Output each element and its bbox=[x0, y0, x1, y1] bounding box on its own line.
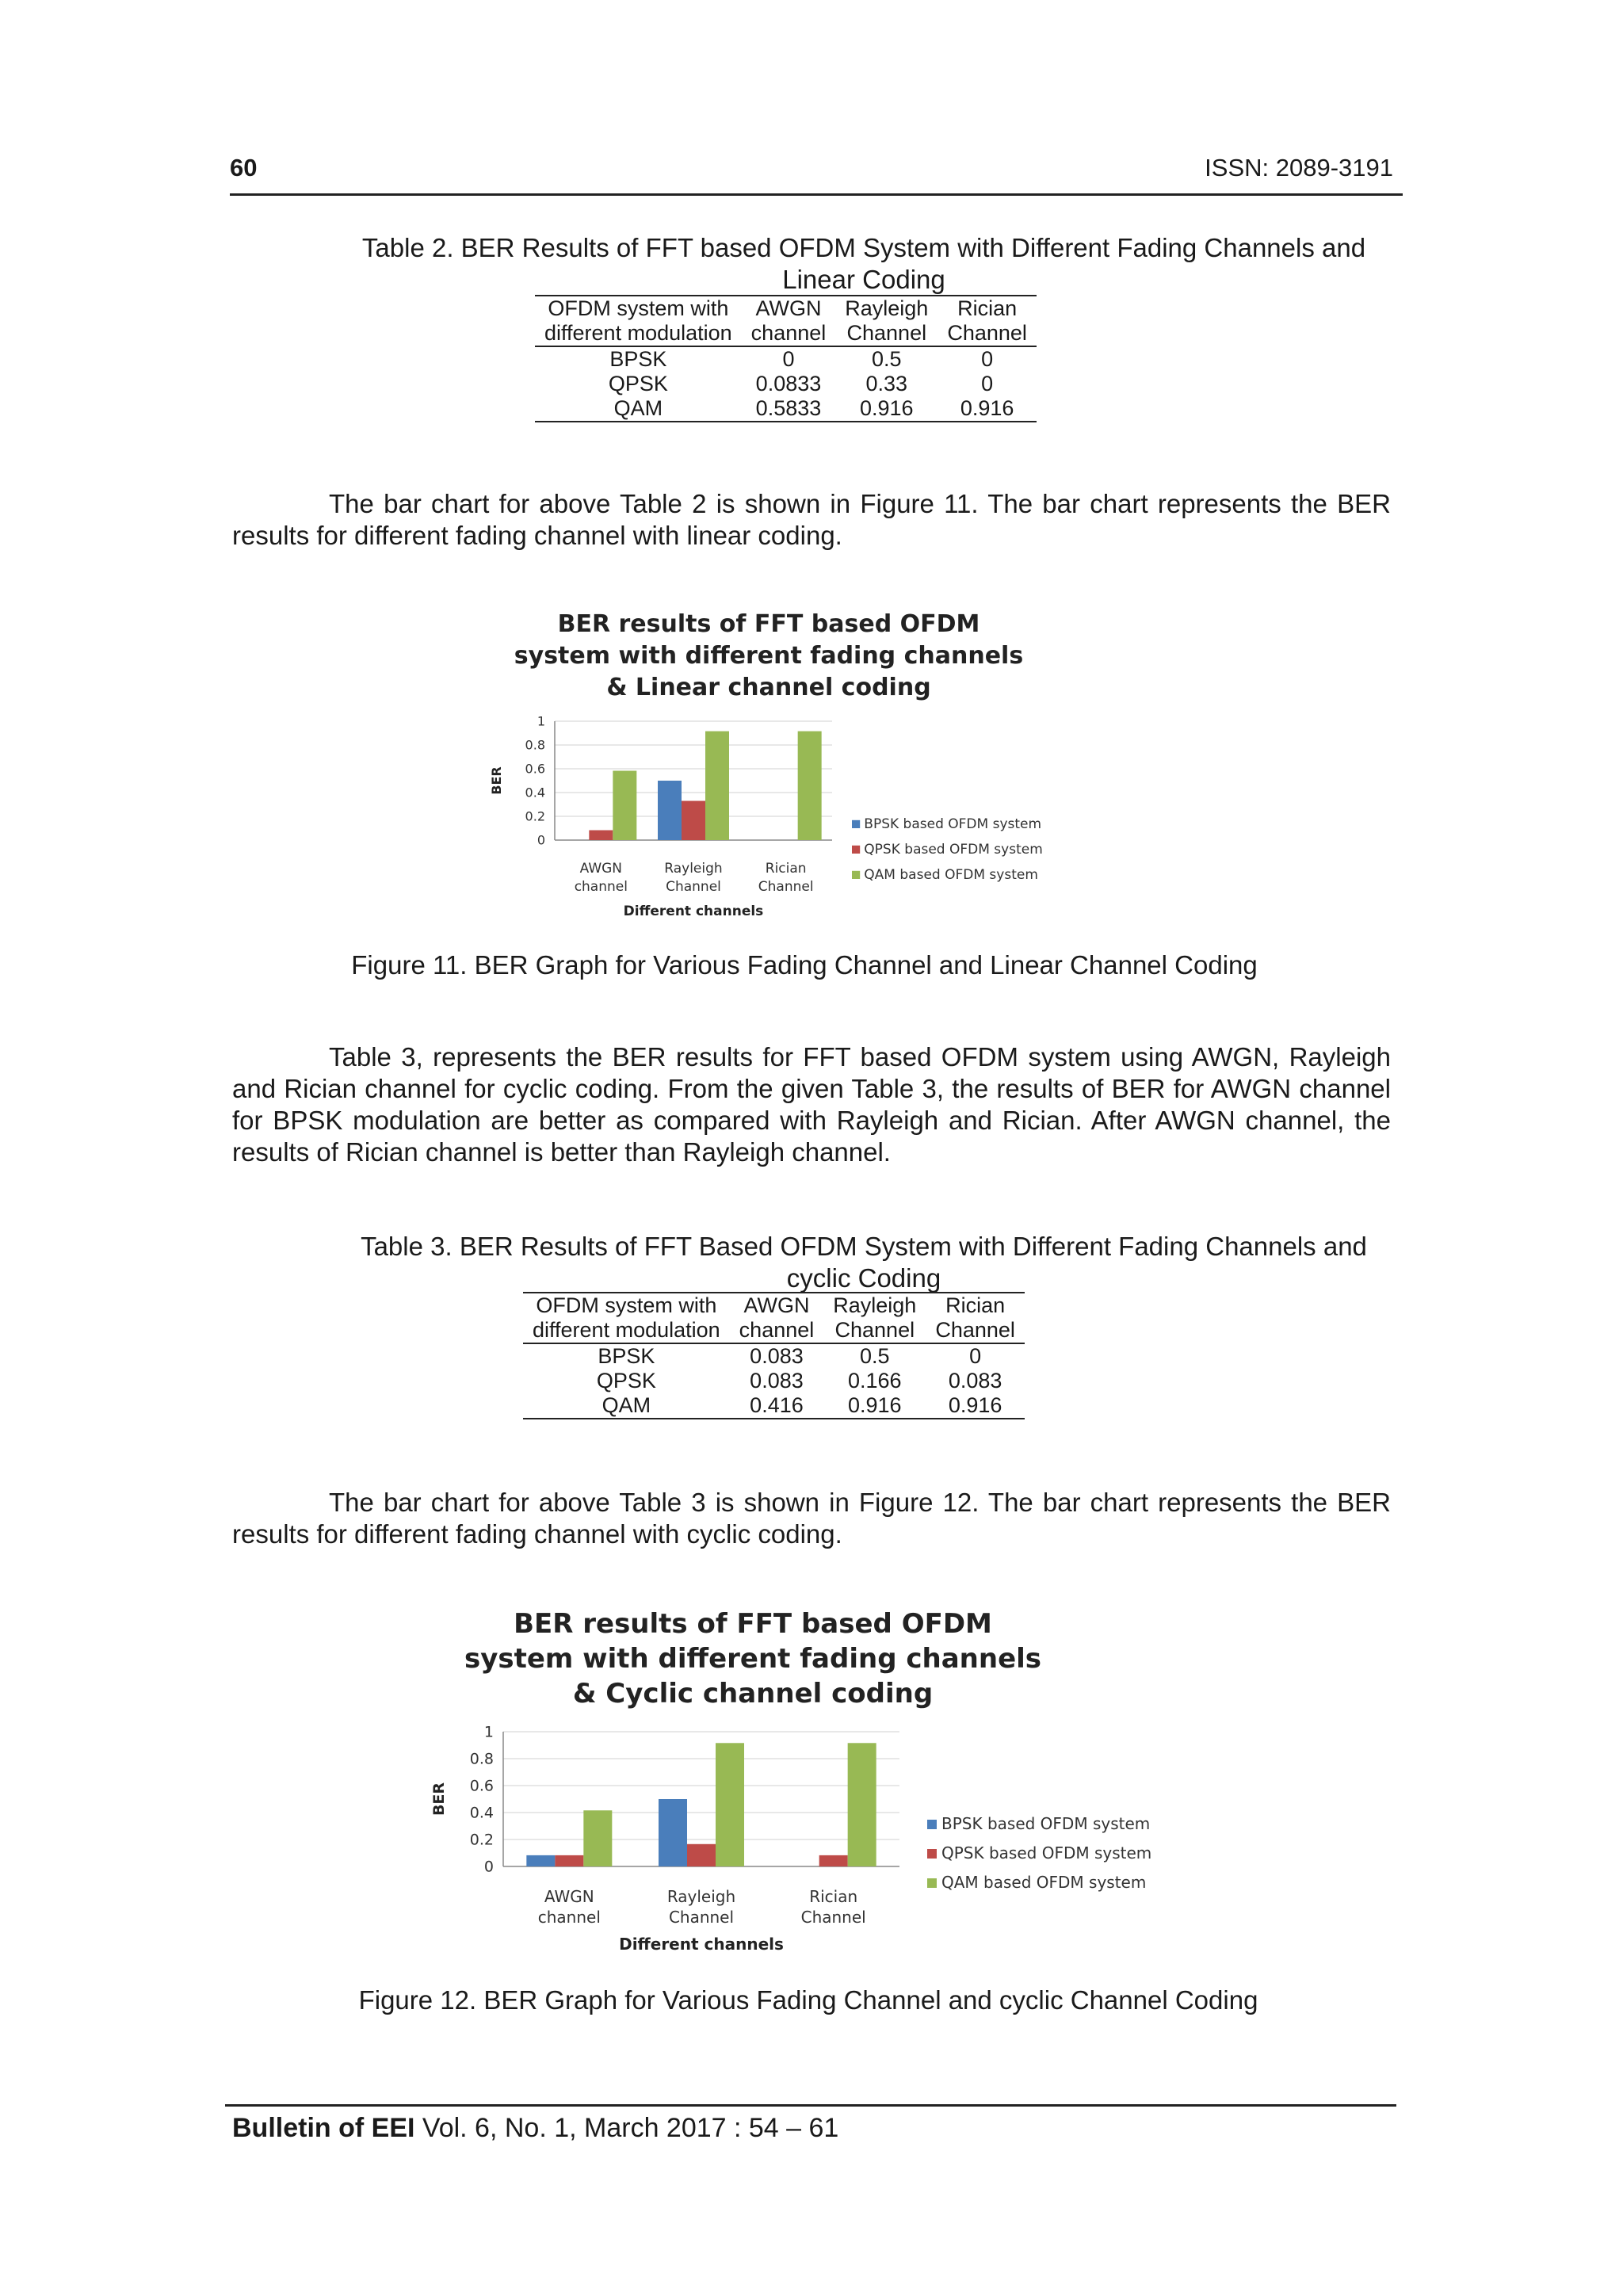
issn: ISSN: 2089-3191 bbox=[1205, 154, 1393, 181]
table-cell: 0.916 bbox=[926, 1393, 1025, 1419]
y-tick-label: 0 bbox=[483, 1858, 494, 1876]
bar bbox=[555, 1855, 583, 1866]
bar bbox=[687, 1844, 716, 1866]
table2-header: OFDM system with bbox=[535, 296, 742, 321]
table3-header: different modulation bbox=[523, 1318, 730, 1343]
table-cell: 0.416 bbox=[730, 1393, 824, 1419]
paragraph-text: The bar chart for above Table 2 is shown in Figure 11. The bar chart represents the BER results for different fading channel with linear coding. bbox=[232, 489, 1391, 550]
table-row bbox=[535, 372, 1037, 396]
y-axis-label: BER bbox=[489, 766, 504, 795]
table2-header: Rayleigh bbox=[835, 296, 938, 321]
bar bbox=[659, 1799, 687, 1866]
table-cell: 0.916 bbox=[938, 396, 1037, 422]
chart-title: BER results of FFT based OFDM bbox=[514, 1608, 992, 1640]
bar bbox=[583, 1810, 612, 1866]
y-tick-label: 0.2 bbox=[525, 808, 545, 824]
paragraph bbox=[232, 1041, 1391, 1168]
chart-title: & Cyclic channel coding bbox=[572, 1678, 934, 1710]
table-cell: 0.5 bbox=[872, 347, 902, 371]
table-cell: QAM bbox=[535, 396, 742, 422]
figure11-chart bbox=[475, 598, 1141, 923]
legend-swatch bbox=[852, 846, 860, 854]
table-cell: QAM bbox=[523, 1393, 730, 1419]
table-cell: BPSK bbox=[598, 1344, 655, 1368]
paragraph bbox=[232, 1487, 1391, 1550]
figure11-caption: Figure 11. BER Graph for Various Fading Channel and Linear Channel Coding bbox=[351, 950, 1258, 980]
paragraph-text: Table 3, represents the BER results for FFT based OFDM system using AWGN, Rayleigh and Rician channel for cyclic coding. From the given Table 3, the results of BER for AWGN channel for BPSK modulation are better as compared with Rayleigh and Rician. After AWGN channel, the results of Rician channel is better than Rayleigh channel. bbox=[232, 1042, 1391, 1167]
table-cell: 0 bbox=[782, 347, 795, 371]
y-tick-label: 1 bbox=[537, 713, 545, 729]
table-cell: 0.33 bbox=[865, 372, 908, 395]
table-cell: 0 bbox=[981, 347, 994, 371]
bar bbox=[526, 1855, 555, 1866]
x-tick-label: channel bbox=[537, 1908, 601, 1927]
table3-caption: Table 3. BER Results of FFT Based OFDM System with Different Fading Channels and cyclic Coding bbox=[361, 1232, 1367, 1293]
bar bbox=[798, 732, 822, 840]
table-cell: 0.5 bbox=[860, 1344, 890, 1368]
table-cell: BPSK bbox=[609, 347, 667, 371]
journal-details: Vol. 6, No. 1, March 2017 : 54 – 61 bbox=[414, 2113, 839, 2143]
x-tick-label: Rayleigh bbox=[666, 1887, 736, 1906]
bar bbox=[589, 831, 613, 840]
figure12-chart bbox=[412, 1601, 1205, 1973]
x-tick-label: Channel bbox=[666, 879, 721, 895]
table2-header: Channel bbox=[938, 321, 1037, 346]
legend-swatch bbox=[852, 871, 860, 879]
table-cell: 0 bbox=[969, 1344, 982, 1368]
bar bbox=[658, 781, 682, 840]
table2 bbox=[535, 295, 1037, 422]
table-cell: 0.166 bbox=[848, 1369, 902, 1392]
bar bbox=[682, 801, 705, 841]
table-cell: 0.083 bbox=[948, 1369, 1002, 1392]
bar bbox=[705, 732, 729, 840]
bar bbox=[819, 1855, 848, 1866]
y-tick-label: 0.8 bbox=[469, 1750, 494, 1768]
journal-name: Bulletin of EEI bbox=[232, 2113, 415, 2143]
figure12-caption: Figure 12. BER Graph for Various Fading Channel and cyclic Channel Coding bbox=[358, 1985, 1258, 2015]
table3-header: channel bbox=[730, 1318, 824, 1343]
table-cell: 0.083 bbox=[750, 1344, 804, 1368]
x-tick-label: Channel bbox=[668, 1908, 735, 1927]
x-axis-label: Different channels bbox=[623, 904, 764, 919]
chart-title: BER results of FFT based OFDM bbox=[557, 610, 980, 638]
y-tick-label: 1 bbox=[483, 1723, 494, 1741]
legend-label: QPSK based OFDM system bbox=[941, 1843, 1152, 1862]
table2-caption: Table 2. BER Results of FFT based OFDM System with Different Fading Channels and Linear Coding bbox=[361, 233, 1366, 294]
table-cell: QPSK bbox=[596, 1369, 656, 1392]
x-axis-label: Different channels bbox=[619, 1935, 784, 1954]
bar bbox=[716, 1743, 744, 1866]
legend-swatch bbox=[927, 1820, 937, 1829]
table-row bbox=[535, 396, 1037, 422]
x-tick-label: channel bbox=[574, 879, 628, 895]
legend-label: BPSK based OFDM system bbox=[864, 816, 1042, 832]
table-row bbox=[523, 1369, 1025, 1393]
legend-swatch bbox=[852, 820, 860, 828]
table3-header: Rician bbox=[926, 1293, 1025, 1318]
y-tick-label: 0.2 bbox=[469, 1831, 494, 1849]
table3-header: Channel bbox=[926, 1318, 1025, 1343]
y-tick-label: 0.4 bbox=[469, 1804, 494, 1822]
y-tick-label: 0 bbox=[537, 832, 545, 848]
x-tick-label: Channel bbox=[800, 1908, 866, 1927]
table2-header: channel bbox=[742, 321, 836, 346]
bar bbox=[613, 771, 636, 840]
y-tick-label: 0.8 bbox=[525, 737, 545, 753]
paragraph bbox=[232, 488, 1391, 552]
table-row bbox=[523, 1343, 1025, 1369]
x-tick-label: Rician bbox=[765, 861, 807, 877]
x-tick-label: Rician bbox=[809, 1887, 858, 1906]
table3 bbox=[523, 1292, 1025, 1419]
legend-label: QAM based OFDM system bbox=[941, 1873, 1147, 1892]
chart-title: & Linear channel coding bbox=[606, 674, 931, 701]
table3-header: Rayleigh bbox=[823, 1293, 926, 1318]
y-tick-label: 0.6 bbox=[525, 761, 545, 777]
footer-rule bbox=[225, 2104, 1396, 2107]
table3-header: OFDM system with bbox=[523, 1293, 730, 1318]
table-cell: QPSK bbox=[608, 372, 668, 395]
table-cell: 0.083 bbox=[750, 1369, 804, 1392]
chart-title: system with different fading channels bbox=[464, 1643, 1042, 1675]
legend-label: BPSK based OFDM system bbox=[941, 1814, 1151, 1833]
table-cell: 0.916 bbox=[835, 396, 938, 422]
table-cell: 0.0833 bbox=[755, 372, 822, 395]
y-tick-label: 0.4 bbox=[525, 785, 545, 800]
table3-header: AWGN bbox=[730, 1293, 824, 1318]
x-tick-label: Channel bbox=[758, 879, 814, 895]
legend-label: QPSK based OFDM system bbox=[864, 842, 1043, 858]
paragraph-text: The bar chart for above Table 3 is shown in Figure 12. The bar chart represents the BER results for different fading channel with cyclic coding. bbox=[232, 1488, 1391, 1549]
x-tick-label: AWGN bbox=[579, 861, 623, 877]
x-tick-label: Rayleigh bbox=[664, 861, 723, 877]
table2-header: different modulation bbox=[535, 321, 742, 346]
page-number: 60 bbox=[230, 154, 258, 181]
table2-header: AWGN bbox=[742, 296, 836, 321]
table2-header: Rician bbox=[938, 296, 1037, 321]
table-cell: 0 bbox=[981, 372, 994, 395]
table2-header: Channel bbox=[835, 321, 938, 346]
table-cell: 0.5833 bbox=[742, 396, 836, 422]
chart-title: system with different fading channels bbox=[514, 642, 1024, 670]
footer-citation bbox=[232, 2113, 838, 2144]
table3-header: Channel bbox=[823, 1318, 926, 1343]
table-row bbox=[523, 1393, 1025, 1419]
table-row bbox=[535, 346, 1037, 372]
x-tick-label: AWGN bbox=[544, 1887, 594, 1906]
y-axis-label: BER bbox=[430, 1782, 448, 1817]
y-tick-label: 0.6 bbox=[469, 1777, 494, 1795]
legend-swatch bbox=[927, 1849, 937, 1859]
bar bbox=[848, 1743, 876, 1866]
header-rule bbox=[230, 193, 1403, 196]
legend-label: QAM based OFDM system bbox=[864, 867, 1038, 883]
table-cell: 0.916 bbox=[823, 1393, 926, 1419]
legend-swatch bbox=[927, 1878, 937, 1888]
